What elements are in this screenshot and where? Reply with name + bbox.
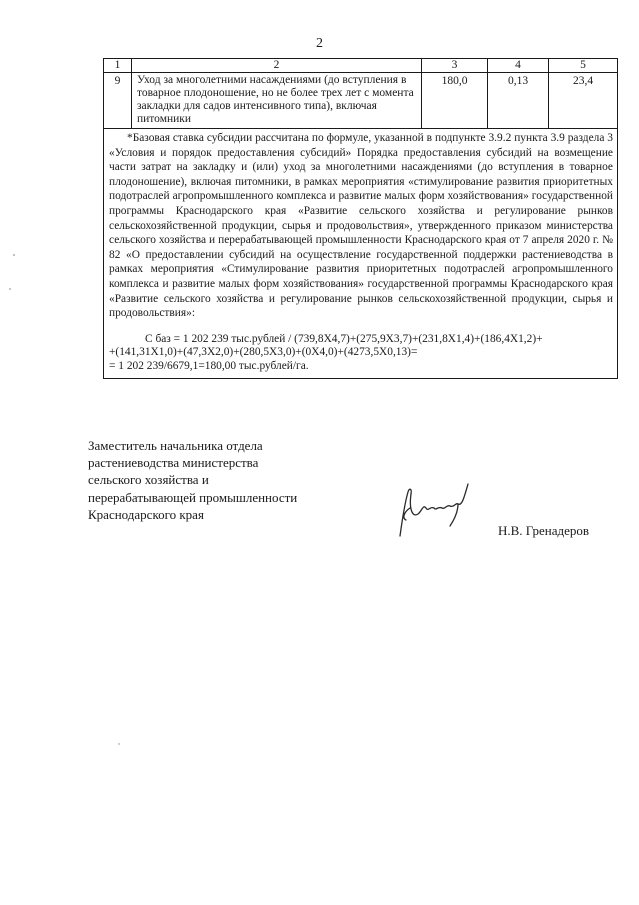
- row-col5-value: 23,4: [549, 73, 618, 129]
- signer-name: Н.В. Гренадеров: [498, 523, 590, 538]
- page-number: 2: [316, 36, 323, 51]
- row-col4-value: 0,13: [488, 73, 549, 129]
- row-number: 9: [104, 73, 132, 129]
- header-cell: 4: [488, 59, 549, 73]
- formula-line: С баз = 1 202 239 тыс.рублей / (739,8Х4,7)+(275,9Х3,7)+(231,8Х1,4)+(186,4Х1,2)+: [145, 332, 543, 345]
- signer-title-line: Заместитель начальника отдела: [88, 438, 263, 453]
- header-cell: 3: [422, 59, 488, 73]
- row-name: Уход за многолетними насаждениями (до вступления в товарное плодоношение, но не более трех лет с момента закладки для садов интенсивного типа), включая питомники: [132, 73, 422, 129]
- header-cell: 2: [132, 59, 422, 73]
- header-cell: 1: [104, 59, 132, 73]
- signer-title-line: перерабатывающей промышленности: [88, 489, 298, 505]
- signer-title-line: Краснодарского края: [88, 506, 204, 522]
- signer-title-line: сельского хозяйства и: [88, 472, 209, 488]
- header-cell: 5: [549, 59, 618, 73]
- footnote-text: *Базовая ставка субсидии рассчитана по формуле, указанной в подпункте 3.9.2 пункта 3.9 раздела 3 «Условия и порядок предоставления субсидий» Порядка предоставления субсидий на возмещение части затрат на закладку и (или) уход за многолетними насаждениями (до вступления в товарное плодоношение), включая питомники, в рамках мероприятия «стимулирование развития приоритетных подотраслей агропромышленного комплекса и развитие малых форм хозяйствования» государственной программы Краснодарского края «Развитие сельского хозяйства и регулирование рынков сельскохозяйственной продукции, сырья и продовольствия», утвержденного приказом министерства сельского хозяйства и перерабатывающей промышленности Краснодарского края от 7 апреля 2020 г. № 82 «О предоставлении субсидий на осуществление государственной поддержки растениеводства в рамках мероприятия «Стимулирование развития приоритетных подотраслей агропромышленного комплекса и развитие малых форм хозяйствования» государственной программы Краснодарского края «Развитие сельского хозяйства и регулирование рынков сельскохозяйственной продукции, сырья и продовольствия»:: [109, 132, 613, 320]
- row-col3-value: 180,0: [422, 73, 488, 129]
- formula-line: = 1 202 239/6679,1=180,00 тыс.рублей/га.: [109, 359, 309, 372]
- signer-title-line: растениеводства министерства: [88, 455, 259, 471]
- formula-line: +(141,31Х1,0)+(47,3Х2,0)+(280,5Х3,0)+(0Х4,0)+(4273,5Х0,13)=: [109, 346, 418, 359]
